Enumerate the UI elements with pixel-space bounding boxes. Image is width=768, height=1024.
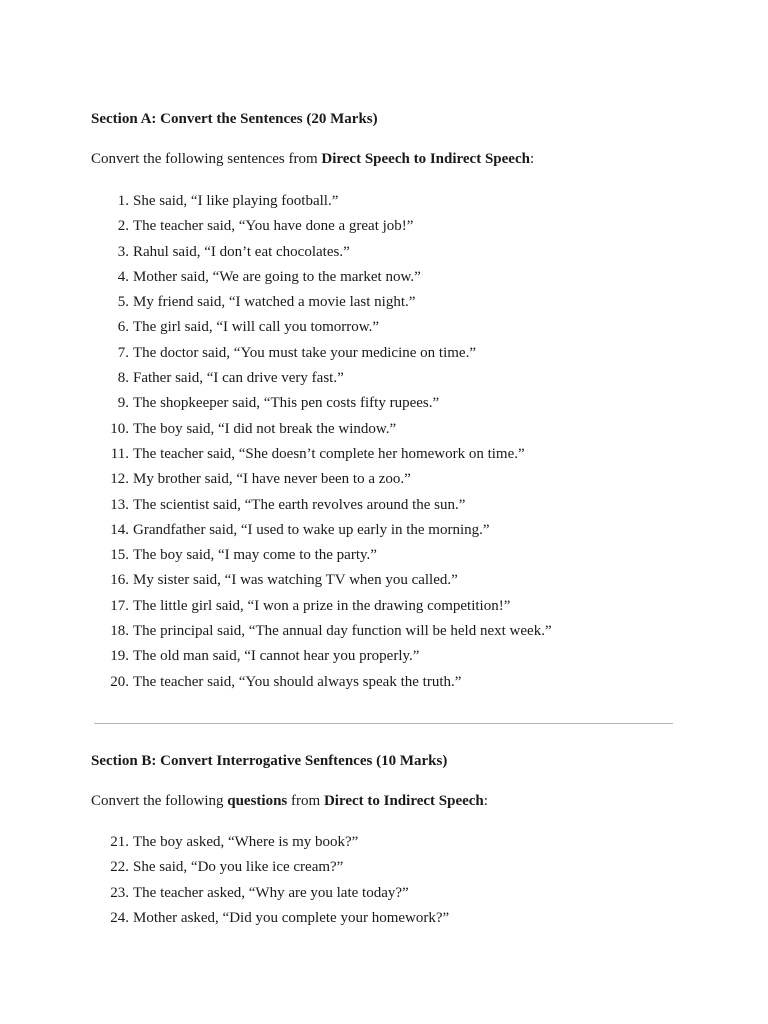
question-item <box>0 417 552 442</box>
instruction-text: Convert the following <box>91 793 228 809</box>
question-number: 14. <box>110 521 129 538</box>
question-item <box>0 493 552 518</box>
question-text: Mother said, “We are going to the market now.” <box>133 268 421 285</box>
question-item <box>0 830 449 855</box>
question-text: The teacher said, “She doesn’t complete her homework on time.” <box>133 445 525 462</box>
question-number: 6. <box>117 319 129 336</box>
question-number: 12. <box>110 471 129 488</box>
question-text: The old man said, “I cannot hear you properly.” <box>133 648 420 665</box>
question-item <box>0 670 552 695</box>
instruction-text: Convert the following sentences from <box>91 151 322 167</box>
section-b-instruction <box>91 793 488 810</box>
instruction-emphasis: Direct to Indirect Speech <box>323 793 484 809</box>
question-item <box>0 265 552 290</box>
question-number: 15. <box>110 547 129 564</box>
question-number: 3. <box>117 243 129 260</box>
question-item <box>0 214 552 239</box>
question-number: 7. <box>117 344 129 361</box>
question-number: 5. <box>117 294 129 311</box>
question-number: 18. <box>110 623 129 640</box>
question-text: The doctor said, “You must take your medicine on time.” <box>133 344 476 361</box>
question-item <box>0 855 449 880</box>
question-item <box>0 881 449 906</box>
question-item <box>0 366 552 391</box>
question-item <box>0 467 552 492</box>
question-text: Mother asked, “Did you complete your homework?” <box>133 909 450 926</box>
section-b-heading: Section B: Convert Interrogative Senftences (10 Marks) <box>91 753 448 769</box>
question-text: She said, “Do you like ice cream?” <box>133 859 344 876</box>
question-number: 8. <box>117 370 129 387</box>
question-item <box>0 391 552 416</box>
section-a-heading: Section A: Convert the Sentences (20 Marks) <box>91 111 378 127</box>
question-number: 9. <box>117 395 129 412</box>
question-item <box>0 594 552 619</box>
question-number: 13. <box>110 496 129 513</box>
question-item <box>0 518 552 543</box>
question-number: 24. <box>110 909 129 926</box>
question-item <box>0 619 552 644</box>
question-number: 21. <box>110 834 129 850</box>
question-number: 1. <box>117 193 129 209</box>
question-item <box>0 240 552 265</box>
question-text: The boy asked, “Where is my book?” <box>133 834 359 850</box>
question-text: The teacher said, “You have done a great job!” <box>133 218 414 235</box>
question-text: The boy said, “I did not break the window.” <box>133 420 397 437</box>
question-item <box>0 644 552 669</box>
question-number: 19. <box>110 648 129 665</box>
question-number: 11. <box>110 445 129 462</box>
instruction-text: : <box>483 793 488 809</box>
section-divider <box>94 723 673 724</box>
instruction-text: from <box>287 793 324 809</box>
question-number: 16. <box>110 572 129 589</box>
question-text: The shopkeeper said, “This pen costs fifty rupees.” <box>133 395 440 412</box>
question-number: 17. <box>110 597 129 614</box>
question-item <box>0 568 552 593</box>
question-text: The teacher said, “You should always speak the truth.” <box>133 673 462 690</box>
instruction-emphasis: questions <box>227 793 288 809</box>
instruction-emphasis: Direct Speech to Indirect Speech <box>321 151 530 167</box>
question-item <box>0 290 552 315</box>
question-text: Rahul said, “I don’t eat chocolates.” <box>133 243 350 260</box>
question-text: My brother said, “I have never been to a zoo.” <box>133 471 411 488</box>
question-text: Grandfather said, “I used to wake up early in the morning.” <box>133 521 490 538</box>
section-b-question-list <box>0 830 449 931</box>
question-item <box>0 315 552 340</box>
question-item <box>0 906 449 931</box>
instruction-text: : <box>529 151 535 167</box>
question-text: The principal said, “The annual day function will be held next week.” <box>133 623 552 640</box>
question-text: The little girl said, “I won a prize in the drawing competition!” <box>133 597 511 614</box>
question-text: Father said, “I can drive very fast.” <box>133 370 344 387</box>
question-item <box>0 189 552 214</box>
question-text: She said, “I like playing football.” <box>133 193 339 209</box>
question-text: The boy said, “I may come to the party.” <box>133 547 377 564</box>
question-number: 2. <box>117 218 129 235</box>
question-item <box>0 341 552 366</box>
question-number: 4. <box>117 268 129 285</box>
question-text: My friend said, “I watched a movie last night.” <box>133 294 416 311</box>
question-text: The girl said, “I will call you tomorrow.” <box>133 319 380 336</box>
question-text: The teacher asked, “Why are you late today?” <box>133 884 409 901</box>
section-a-question-list <box>0 189 552 695</box>
question-item <box>0 442 552 467</box>
question-text: The scientist said, “The earth revolves around the sun.” <box>133 496 466 513</box>
question-number: 10. <box>110 420 129 437</box>
question-text: My sister said, “I was watching TV when you called.” <box>133 572 458 589</box>
question-number: 23. <box>110 884 129 901</box>
question-item <box>0 543 552 568</box>
section-a-instruction <box>91 151 534 168</box>
question-number: 22. <box>110 859 129 876</box>
question-number: 20. <box>110 673 129 690</box>
